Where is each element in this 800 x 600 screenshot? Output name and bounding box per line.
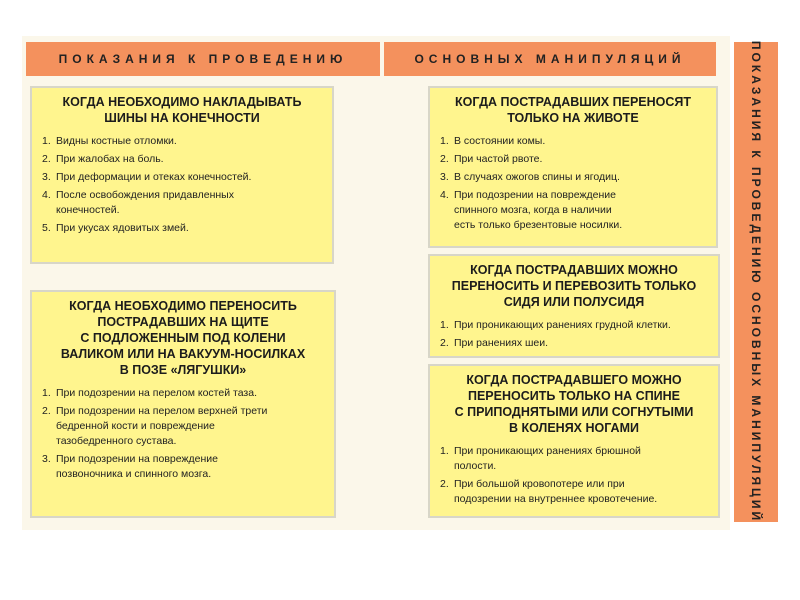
- box-sitting-transport: [428, 254, 720, 358]
- list-item: 3. При подозрении на повреждение позвоночника и спинного мозга.: [42, 453, 218, 480]
- list-item: 5. При укусах ядовитых змей.: [42, 222, 189, 234]
- box-title: КОГДА ПОСТРАДАВШИХ ПЕРЕНОСЯТ ТОЛЬКО НА ЖИВОТЕ: [454, 95, 692, 125]
- list-item: 3. В случаях ожогов спины и ягодиц.: [440, 171, 620, 183]
- box-title: КОГДА ПОСТРАДАВШИХ МОЖНО ПЕРЕНОСИТЬ И ПЕРЕВОЗИТЬ ТОЛЬКО СИДЯ ИЛИ ПОЛУСИДЯ: [451, 263, 697, 309]
- header-banner-left: [26, 42, 380, 76]
- list-item: 4. После освобождения придавленных конечностей.: [42, 189, 234, 216]
- list-item: 2. При частой рвоте.: [440, 153, 543, 165]
- box-title: КОГДА НЕОБХОДИМО НАКЛАДЫВАТЬ ШИНЫ НА КОНЕЧНОСТИ: [62, 95, 302, 125]
- list-item: 2. При жалобах на боль.: [42, 153, 164, 165]
- list-item: 2. При подозрении на перелом верхней трети бедренной кости и повреждение тазобедренного сустава.: [42, 405, 268, 447]
- item-list: [42, 134, 322, 236]
- list-item: 2. При ранениях шеи.: [440, 337, 549, 349]
- item-list: [440, 318, 708, 351]
- header-left-text: ПОКАЗАНИЯ К ПРОВЕДЕНИЮ: [58, 52, 348, 66]
- list-item: 3. При деформации и отеках конечностей.: [42, 171, 252, 183]
- list-item: 1. При проникающих ранениях брюшной полости.: [440, 445, 641, 472]
- list-item: 1. В состоянии комы.: [440, 135, 546, 147]
- box-title: КОГДА ПОСТРАДАВШЕГО МОЖНО ПЕРЕНОСИТЬ ТОЛЬКО НА СПИНЕ С ПРИПОДНЯТЫМИ ИЛИ СОГНУТЫМИ В КОЛЕНЯХ НОГАМИ: [454, 373, 694, 435]
- list-item: 1. Видны костные отломки.: [42, 135, 177, 147]
- box-splints: [30, 86, 334, 264]
- box-stomach-transport: [428, 86, 718, 248]
- item-list: [42, 386, 324, 482]
- list-item: 1. При подозрении на перелом костей таза.: [42, 387, 257, 399]
- list-item: 2. При большой кровопотере или при подозрении на внутреннее кровотечение.: [440, 478, 658, 505]
- box-back-transport: [428, 364, 720, 518]
- side-title: ПОКАЗАНИЯ К ПРОВЕДЕНИЮ ОСНОВНЫХ МАНИПУЛЯЦИЙ: [749, 40, 763, 524]
- item-list: [440, 444, 708, 507]
- box-title: КОГДА НЕОБХОДИМО ПЕРЕНОСИТЬ ПОСТРАДАВШИХ НА ЩИТЕ С ПОДЛОЖЕННЫМ ПОД КОЛЕНИ ВАЛИКОМ ИЛИ НА ВАКУУМ-НОСИЛКАХ В ПОЗЕ «ЛЯГУШКИ»: [60, 299, 306, 377]
- header-banner-right: [384, 42, 716, 76]
- item-list: [440, 134, 706, 233]
- box-shield-transport: [30, 290, 336, 518]
- list-item: 1. При проникающих ранениях грудной клетки.: [440, 319, 671, 331]
- list-item: 4. При подозрении на повреждение спинного мозга, когда в наличии есть только брезентовые носилки.: [440, 189, 623, 231]
- header-right-text: ОСНОВНЫХ МАНИПУЛЯЦИЙ: [414, 52, 686, 66]
